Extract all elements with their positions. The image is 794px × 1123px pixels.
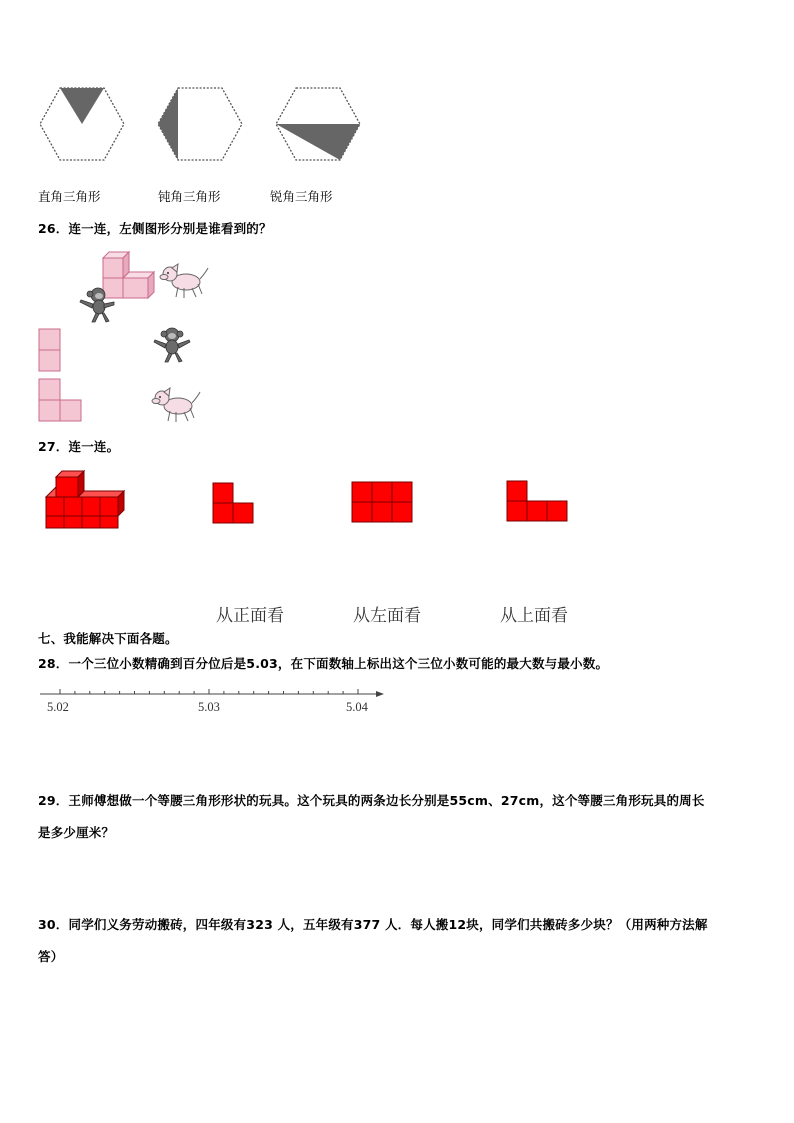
red-view-l-shape-wide xyxy=(506,480,568,522)
red-cube-solid xyxy=(44,470,126,530)
hexagon-right-triangle xyxy=(38,86,126,162)
view-label-front: 从正面看 xyxy=(216,606,284,626)
label-right-triangle: 直角三角形 xyxy=(38,189,101,204)
dog-icon xyxy=(150,386,202,424)
question-30-line2: 答） xyxy=(38,949,64,964)
pink-view-l-shape xyxy=(38,378,84,422)
monkey-icon xyxy=(150,326,194,364)
hexagon-acute-triangle xyxy=(274,86,362,162)
hexagon-obtuse-triangle xyxy=(156,86,244,162)
question-28: 28．一个三位小数精确到百分位后是5.03，在下面数轴上标出这个三位小数可能的最大数与最小数。 xyxy=(38,656,609,671)
red-view-l-shape-small xyxy=(212,482,256,524)
label-obtuse-triangle: 钝角三角形 xyxy=(158,189,221,204)
section-7-heading: 七、我能解决下面各题。 xyxy=(38,631,178,646)
question-29-line1: 29．王师傅想做一个等腰三角形形状的玩具。这个玩具的两条边长分别是55cm、27cm，这个等腰三角形玩具的周长 xyxy=(38,793,705,808)
tick-label-5-04: 5.04 xyxy=(346,700,368,714)
dog-icon xyxy=(158,262,210,300)
view-label-left: 从左面看 xyxy=(353,606,421,626)
label-acute-triangle: 锐角三角形 xyxy=(270,189,333,204)
question-30-line1: 30．同学们义务劳动搬砖，四年级有323 人，五年级有377 人．每人搬12块，同学们共搬砖多少块？（用两种方法解 xyxy=(38,917,708,932)
pink-view-two-stacked xyxy=(38,328,62,372)
monkey-icon xyxy=(78,286,118,324)
red-view-grid-3x2 xyxy=(351,481,413,523)
question-26: 26．连一连，左侧图形分别是谁看到的？ xyxy=(38,221,272,236)
tick-label-5-03: 5.03 xyxy=(198,700,220,714)
question-29-line2: 是多少厘米？ xyxy=(38,825,115,840)
view-label-top: 从上面看 xyxy=(500,606,568,626)
tick-label-5-02: 5.02 xyxy=(47,700,69,714)
question-27: 27．连一连。 xyxy=(38,439,120,454)
